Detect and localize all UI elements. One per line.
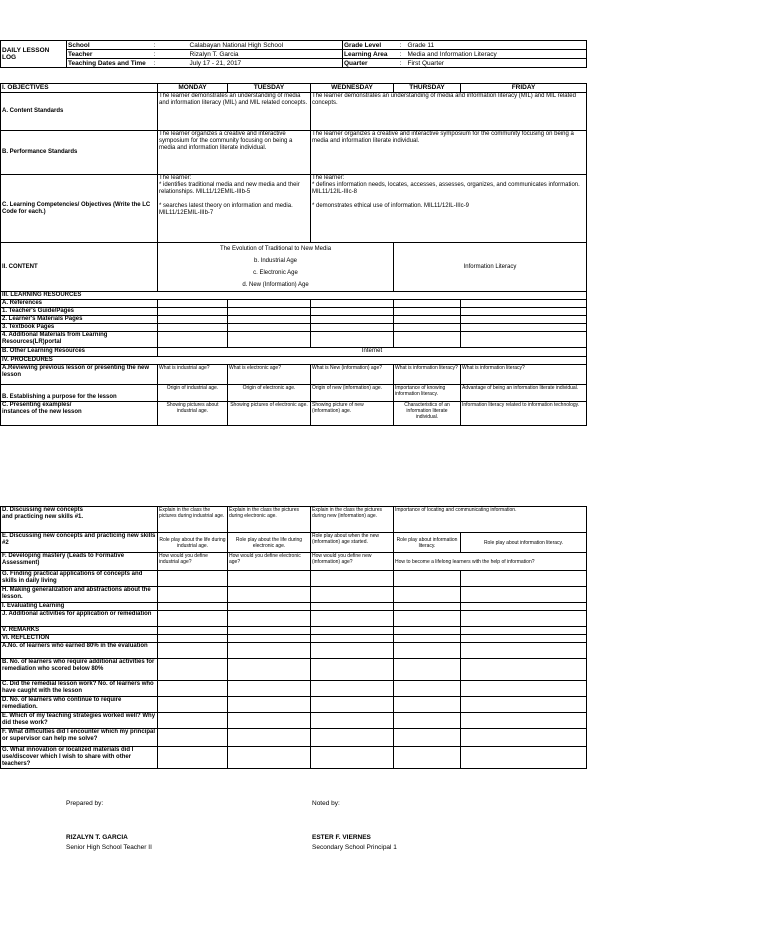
- proc-d-thu-fri: Importance of locating and communicating information.: [394, 507, 587, 533]
- dates-value: July 17 - 21, 2017: [189, 59, 343, 68]
- performance-standards-mon-tue: The learner organizes a creative and interactive symposium for the community focusing on being a media and information literate individual.: [158, 131, 311, 175]
- day-monday: MONDAY: [158, 84, 228, 93]
- content-standards-label: A. Content Standards: [1, 93, 158, 131]
- proc-e-thu: Role play about information literacy.: [394, 533, 461, 553]
- proc-e-fri: Role play about information literacy.: [461, 533, 587, 553]
- ref-c-label: C. Did the remedial lesson work? No. of learners who have caught with the lesson: [1, 681, 158, 697]
- preparer-name: RIZALYN T. GARCIA: [66, 834, 128, 841]
- content-standards-mon-tue: The learner demonstrates an understanding of media and information literacy (MIL) and MIL related concepts.: [158, 93, 311, 131]
- remarks-label: V. REMARKS: [1, 627, 158, 635]
- proc-h-label: H. Making generalization and abstractions about the lesson.: [1, 587, 158, 603]
- day-friday: FRIDAY: [461, 84, 587, 93]
- content-standards-wed-fri: The learner demonstrates an understanding of media and information literacy (MIL) and MIL related concepts.: [311, 93, 587, 131]
- proc-a-wed: What is New (information) age?: [311, 365, 394, 385]
- colon: :: [399, 59, 407, 68]
- proc-e-tue: Role play about the life during electronic age.: [228, 533, 311, 553]
- resources-heading: III. LEARNING RESOURCES: [1, 292, 587, 300]
- proc-j-label: J. Additional activities for application or remediation: [1, 611, 158, 627]
- proc-d-mon: Explain in the class the pictures during industrial age.: [158, 507, 228, 533]
- noted-by-label: Noted by:: [312, 800, 340, 807]
- grade-label: Grade Level: [343, 41, 399, 50]
- proc-e-mon: Role play about the life during industrial age.: [158, 533, 228, 553]
- quarter-value: First Quarter: [407, 59, 587, 68]
- area-label: Learning Area: [343, 50, 399, 59]
- textbook-label: 3. Textbook Pages: [1, 324, 158, 332]
- teacher-label: Teacher: [67, 50, 153, 59]
- other-resources-value: Internet: [158, 348, 587, 357]
- proc-c-thu: Characteristics of an information literate individual.: [394, 402, 461, 426]
- proc-d-tue: Explain in the class the pictures during electronic age.: [228, 507, 311, 533]
- ref-f-label: F. What difficulties did I encounter which my principal or supervisor can help me solve?: [1, 729, 158, 747]
- proc-c-mon: Showing pictures about industrial age.: [158, 402, 228, 426]
- noter-title: Secondary School Principal 1: [312, 844, 397, 851]
- grade-value: Grade 11: [407, 41, 587, 50]
- references-label: A. References: [1, 300, 158, 308]
- reflection-label: VI. REFLECTION: [1, 635, 158, 643]
- objectives-heading: I. OBJECTIVES: [1, 84, 158, 93]
- lesson-table-part2: [0, 506, 587, 769]
- colon: :: [399, 41, 407, 50]
- preparer-title: Senior High School Teacher II: [66, 844, 152, 851]
- proc-a-label: A.Reviewing previous lesson or presenting the new lesson: [1, 365, 158, 385]
- proc-c-fri: Information literacy related to information technology.: [461, 402, 587, 426]
- colon: :: [153, 59, 189, 68]
- proc-d-label: D. Discussing new concepts and practicing new skills #1.: [1, 507, 158, 533]
- area-value: Media and Information Literacy: [407, 50, 587, 59]
- proc-c-wed: Showing picture of new (information) age.: [311, 402, 394, 426]
- content-thu-fri: Information Literacy: [394, 243, 587, 292]
- teacher-value: Rizalyn T. Garcia: [189, 50, 343, 59]
- additional-materials-label: 4. Additional Materials from Learning Resources(LR)portal: [1, 332, 158, 348]
- proc-c-label: C. Presenting examples/ instances of the new lesson: [1, 402, 158, 426]
- proc-a-fri: What is information literacy?: [461, 365, 587, 385]
- day-tuesday: TUESDAY: [228, 84, 311, 93]
- content-mon-wed: The Evolution of Traditional to New Media b. Industrial Age c. Electronic Age d. New (Information) Age: [158, 243, 394, 292]
- prepared-by-label: Prepared by:: [66, 800, 104, 807]
- ref-e-label: E. Which of my teaching strategies worked well? Why did these work?: [1, 713, 158, 729]
- proc-f-thu-fri: How to become a lifelong learners with the help of information?: [394, 553, 587, 571]
- performance-standards-label: B. Performance Standards: [1, 131, 158, 175]
- proc-a-thu: What is information literacy?: [394, 365, 461, 385]
- header-table: [0, 40, 587, 68]
- dll-title: DAILY LESSON LOG: [1, 41, 67, 68]
- proc-g-label: G. Finding practical applications of concepts and skills in daily living: [1, 571, 158, 587]
- lm-label: 2. Learner's Materials Pages: [1, 316, 158, 324]
- tg-label: 1. Teacher's Guide/Pages: [1, 308, 158, 316]
- ref-g-label: G. What innovation or localized materials did I use/discover which I wish to share with other teachers?: [1, 747, 158, 769]
- competencies-label: C. Learning Competencies/ Objectives (Write the LC Code for each.): [1, 175, 158, 243]
- day-thursday: THURSDAY: [394, 84, 461, 93]
- quarter-label: Quarter: [343, 59, 399, 68]
- proc-e-wed: Role play about when the new (information) age started.: [311, 533, 394, 553]
- ref-b-label: B. No. of learners who require additional activities for remediation who scored below 80%: [1, 659, 158, 681]
- other-resources-label: B. Other Learning Resources: [1, 348, 158, 357]
- proc-a-tue: What is electronic age?: [228, 365, 311, 385]
- proc-d-wed: Explain in the class the pictures during new (information) age.: [311, 507, 394, 533]
- procedures-heading: IV. PROCEDURES: [1, 357, 587, 365]
- proc-c-tue: Showing pictures of electronic age.: [228, 402, 311, 426]
- colon: :: [153, 41, 189, 50]
- proc-f-wed: How would you define new (information) age?: [311, 553, 394, 571]
- proc-f-label: F. Developing mastery (Leads to Formative Assessment): [1, 553, 158, 571]
- lesson-table-part1: [0, 83, 587, 426]
- proc-b-wed: Origin of new (information) age.: [311, 385, 394, 402]
- proc-b-fri: Advantage of being an information literate individual.: [461, 385, 587, 402]
- noter-name: ESTER F. VIERNES: [312, 834, 371, 841]
- colon: :: [399, 50, 407, 59]
- colon: :: [153, 50, 189, 59]
- proc-i-label: I. Evaluating Learning: [1, 603, 158, 611]
- proc-b-mon: Origin of industrial age.: [158, 385, 228, 402]
- proc-b-label: B. Establishing a purpose for the lesson: [1, 385, 158, 402]
- proc-b-tue: Origin of electronic age.: [228, 385, 311, 402]
- proc-f-tue: How would you define electronic age?: [228, 553, 311, 571]
- dates-label: Teaching Dates and Time: [67, 59, 153, 68]
- ref-a-label: A.No. of learners who earned 80% in the evaluation: [1, 643, 158, 659]
- proc-a-mon: What is industrial age?: [158, 365, 228, 385]
- school-value: Calabayan National High School: [189, 41, 343, 50]
- proc-f-mon: How would you define industrial age?: [158, 553, 228, 571]
- performance-standards-wed-fri: The learner organizes a creative and interactive symposium for the community focusing on being a media and information literate individual.: [311, 131, 587, 175]
- ref-d-label: D. No. of learners who continue to require remediation.: [1, 697, 158, 713]
- school-label: School: [67, 41, 153, 50]
- day-wednesday: WEDNESDAY: [311, 84, 394, 93]
- content-label: II. CONTENT: [1, 243, 158, 292]
- competencies-mon-tue: The learner: * identifies traditional media and new media and their relationships. MIL11/12EMIL-IIIb-5 * searches latest theory on information and media. MIL11/12EMIL-IIIb-7: [158, 175, 311, 243]
- proc-e-label: E. Discussing new concepts and practicing new skills #2: [1, 533, 158, 553]
- competencies-wed-fri: The learner: * defines information needs, locates, accesses, assesses, organizes, and communicates information. MIL11/12IL-IIIc-8 * demonstrates ethical use of information. MIL11/12IL-IIIc-9: [311, 175, 587, 243]
- proc-b-thu: Importance of knowing information literacy.: [394, 385, 461, 402]
